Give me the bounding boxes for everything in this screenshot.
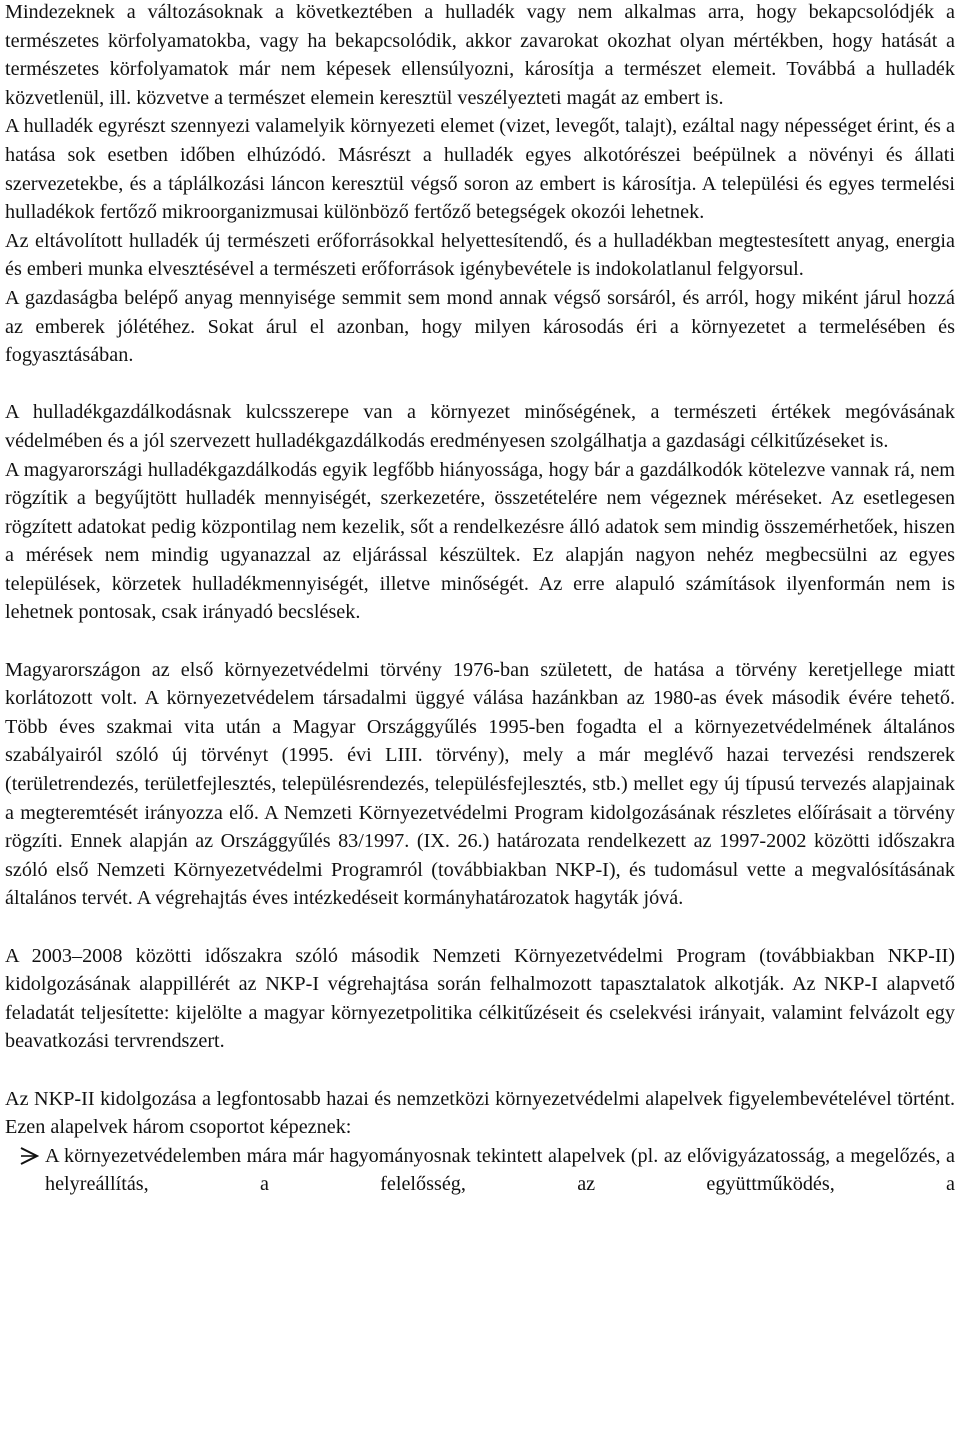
paragraph-nkp-ii-intro: A 2003–2008 közötti időszakra szóló második Nemzeti Környezetvédelmi Program (továbbiakban NKP-II) kidolgozásának alappillérét az NKP-I végrehajtása során felhalmozott tapasztalatok alkotják. Az NKP-I alapvető feladatát teljesítette: kijelölte a magyar környezetpolitika célkitűzéseit és cselekvési irányait, valamint felvázolt egy beavatkozási tervrendszert. bbox=[5, 944, 955, 1053]
paragraph-gap bbox=[5, 627, 955, 656]
paragraph-resources: Az eltávolított hulladék új természeti erőforrásokkal helyettesítendő, és a hulladékban megtestesített anyag, energia és emberi munka elvesztésével a természeti erőforrások igénybevétele is indokolatlanul felgyorsul. bbox=[5, 229, 955, 281]
paragraph-gap bbox=[5, 1056, 955, 1085]
list-item bbox=[5, 1142, 955, 1199]
paragraph-waste-management-role: A hulladékgazdálkodásnak kulcsszerepe van a környezet minőségének, a természeti értékek megóvásának védelmében és a jól szervezett hulladékgazdálkodás eredményesen szolgálhatja a gazdasági célkitűzéseket is. bbox=[5, 401, 955, 452]
paragraph-hungarian-shortcomings: A magyarországi hulladékgazdálkodás egyik legfőbb hiányossága, hogy bár a gazdálkodók kötelezve vannak rá, nem rögzítik a begyűjtött hulladék mennyiségét, szerkezetére, összetételére nem végeznek méréseket. Az esetlegesen rögzített adatokat pedig központilag nem kezelik, sőt a rendelkezésre álló adatok sem mindig összemérhetőek, hiszen a mérések nem mindig ugyanazzal az eljárással készültek. Ez alapján nagyon nehéz megbecsülni az egyes települések, körzetek hulladékmennyiségét, illetve minőségét. Az erre alapuló számítások ilyenformán nem is lehetnek pontosak, csak irányadó becslések. bbox=[5, 458, 955, 624]
arrowhead-bullet-icon bbox=[5, 1142, 45, 1165]
paragraph-gap bbox=[5, 913, 955, 942]
paragraph-gap bbox=[5, 370, 955, 399]
document-page bbox=[5, 0, 955, 1199]
paragraph-principles: Az NKP-II kidolgozása a legfontosabb hazai és nemzetközi környezetvédelmi alapelvek figyelembevételével történt. Ezen alapelvek három csoportot képeznek: bbox=[5, 1087, 955, 1139]
paragraph-economy: A gazdaságba belépő anyag mennyisége semmit sem mond annak végső sorsáról, és arról, hogy miként járul hozzá az emberek jólétéhez. Sokat árul el azonban, hogy milyen károsodás éri a környezetet a termelésében és fogyasztásában. bbox=[5, 286, 955, 367]
bullet-text: A környezetvédelemben mára már hagyományosnak tekintett alapelvek (pl. az elővigyázatosság, a megelőzés, a helyreállítás, a felelősség, az együttműködés, a bbox=[45, 1144, 955, 1196]
paragraph-pollution: A hulladék egyrészt szennyezi valamelyik környezeti elemet (vizet, levegőt, talajt), ezáltal nagy népességet érint, és a hatása sok esetben időben elhúzódó. Másrészt a hulladék egyes alkotórészei beépülnek a növényi és állati szervezetekbe, és a táplálkozási láncon keresztül végső soron az embert is károsítja. A települési és egyes termelési hulladékok fertőző mikroorganizmusai különböző fertőző betegségek okozói lehetnek. bbox=[5, 115, 955, 224]
paragraph-waste-effects: Mindezeknek a változásoknak a következtében a hulladék vagy nem alkalmas arra, hogy bekapcsolódjék a természetes körfolyamatokba, vagy ha bekapcsolódik, akkor zavarokat okozhat olyan mértékben, hogy hatását a természetes körfolyamatok már nem képesek ellensúlyozni, károsítja a természet elemeit. Továbbá a hulladék közvetlenül, ill. közvetve a természet elemein keresztül veszélyezteti magát az embert is. bbox=[5, 1, 955, 109]
paragraph-legislation-history: Magyarországon az első környezetvédelmi törvény 1976-ban született, de hatása a törvény keretjellege miatt korlátozott volt. A környezetvédelem társadalmi üggyé válása hazánkban az 1980-as évek második évére tehető. Több éves szakmai vita után a Magyar Országgyűlés 1995-ben fogadta el a környezetvédelmének általános szabályairól szóló új törvényt (1995. évi LIII. törvény), mely a már meglévő hazai tervezési rendszerek (területrendezés, területfejlesztés, településrendezés, településfejlesztés, stb.) mellet egy új típusú tervezés alapjainak a megteremtését irányozza elő. A Nemzeti Környezetvédelmi Program kidolgozásának részletes előírásait a törvény rögzíti. Ennek alapján az Országgyűlés 83/1997. (IX. 26.) határozata rendelkezett az 1997-2002 közötti időszakra szóló első Nemzeti Környezetvédelmi Programról (továbbiakban NKP-I), és tudomásul vette a megvalósításának általános tervét. A végrehajtás éves intézkedéseit kormányhatározatok hagyták jóvá. bbox=[5, 658, 955, 910]
